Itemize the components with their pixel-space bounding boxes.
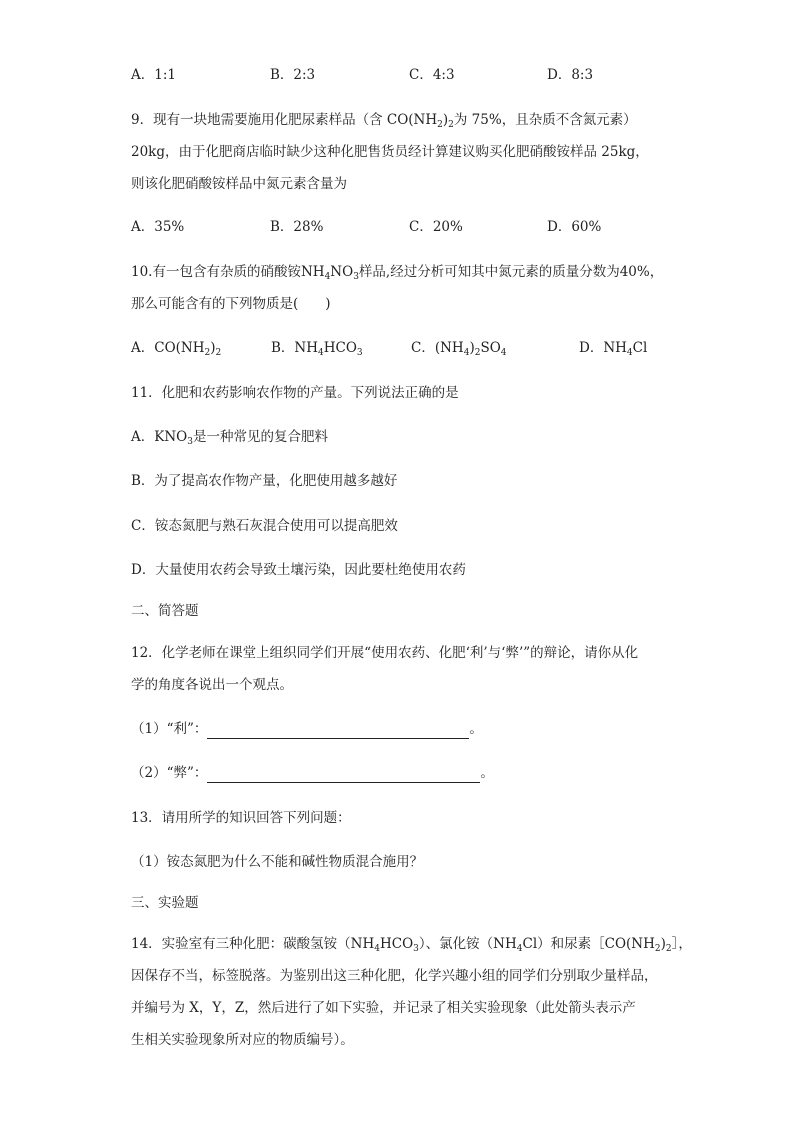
q11-option-d: D．大量使用农药会导致土壤污染，因此要杜绝使用农药 xyxy=(131,562,466,578)
q11-option-b: B．为了提高农作物产量，化肥使用越多越好 xyxy=(131,473,398,489)
q9-stem-line2: 20kg，由于化肥商店临时缺少这种化肥售货员经计算建议购买化肥硝酸铵样品 25kg， xyxy=(131,144,649,160)
q10-stem-line2: 那么可能含有的下列物质是( ) xyxy=(131,296,331,312)
q14-stem-line2: 因保存不当，标签脱落。为鉴别出这三种化肥，化学兴趣小组的同学们分别取少量样品， xyxy=(131,968,658,984)
q14-stem-line3: 并编号为 X，Y，Z，然后进行了如下实验，并记录了相关实验现象（此处箭头表示产 xyxy=(131,1000,636,1016)
q9-option-c: C．20% xyxy=(409,219,463,235)
q12-sub1: （1）“利”： 。 xyxy=(131,721,483,737)
q12-sub2: （2）“弊”： 。 xyxy=(131,765,494,781)
q8-option-b: B．2:3 xyxy=(270,67,316,83)
q8-option-c: C．4:3 xyxy=(409,67,455,83)
q12-stem-line1: 12．化学老师在课堂上组织同学们开展“使用农药、化肥‘利’与‘弊’”的辩论，请你从化 xyxy=(131,645,639,661)
q14-stem-line4: 生相关实验现象所对应的物质编号）。 xyxy=(131,1032,354,1048)
q9-stem-line3: 则该化肥硝酸铵样品中氮元素含量为 xyxy=(131,176,347,192)
q13-sub1: （1）铵态氮肥为什么不能和碱性物质混合施用？ xyxy=(131,854,424,870)
q8-option-a: A．1:1 xyxy=(131,67,176,83)
q11-option-c: C．铵态氮肥与熟石灰混合使用可以提高肥效 xyxy=(131,518,398,534)
q8-option-d: D．8:3 xyxy=(547,67,594,83)
q9-option-a: A．35% xyxy=(131,219,185,235)
q10-option-d: D．$NH_4Cl$ xyxy=(579,340,648,358)
q12-stem-line2: 学的角度各说出一个观点。 xyxy=(131,677,293,693)
section-heading-short-answer: 二、简答题 xyxy=(131,603,199,619)
q10-option-b: B．$NH_4HCO_3$ xyxy=(271,340,363,358)
answer-blank-1[interactable] xyxy=(207,723,469,739)
q11-option-a: A．$KNO_3$是一种常见的复合肥料 xyxy=(131,429,328,447)
q10-stem-line1: 10.有一包含有杂质的硝酸铵$NH_4NO_3$样品,经过分析可知其中氮元素的质量分数为40%， xyxy=(131,264,664,282)
answer-blank-2[interactable] xyxy=(207,767,480,783)
q10-option-c: C．$(NH_4)_2SO_4$ xyxy=(411,340,507,358)
q9-option-b: B．28% xyxy=(270,219,324,235)
q10-option-a: A．$CO(NH_2)_2$ xyxy=(131,340,222,358)
section-heading-experiment: 三、实验题 xyxy=(131,895,199,911)
q14-stem-line1: 14．实验室有三种化肥：碳酸氢铵$(NH_4HCO_3)$、氯化铵$(NH_4Cl)$和尿素$[CO(NH_2)_2]$， xyxy=(131,936,692,954)
q9-option-d: D．60% xyxy=(547,219,602,235)
q11-stem: 11．化肥和农药影响农作物的产量。下列说法正确的是 xyxy=(131,385,459,401)
q13-stem: 13．请用所学的知识回答下列问题： xyxy=(131,810,351,826)
q9-stem-line1: 9．现有一块地需要施用化肥尿素样品（含 $CO(NH_2)_2$为 75%，且杂质不含氮元素） xyxy=(131,112,637,130)
